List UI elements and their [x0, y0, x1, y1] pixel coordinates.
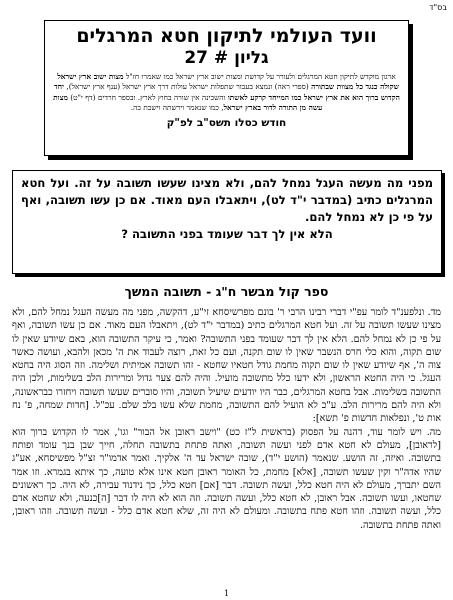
paragraph-45: מה. ויש לומר עוד, דהנה על הפסוק (בראשית ל"ז כט) "וישב ראובן אל הבור" וגו', אמר לו הקדוש ברוך הוא [לראובן], מעולם לא חטא אדם לפני ועשה תשובה, ואתה פתחת בתשובה תחלה, חייך שבן בנך עומד ופותח בתשובה. ואיזה, זה הושע. שנאמר (הושע י"ד), שובה ישראל עד ה' אלקיך. ואמר אדמו"ר זצ"ל מפשיסחא, אע"ג שהיו אדה"ר וקין שעשו תשובה, [אלא] מחמת, כל האומר ראובן חטא אינו אלא טועה, כך איתא בגמרא. וזו אמר השם יתברך, מעולם לא היה חטא כלל, ועשה תשובה. דבר [אם] חטא כלל, כך נידנוד עבירה, לא היה. כך ראשונים שחטאו, ועשו תשובה. אבל ראובן, לא חטא כלל, ועשה תשובה. וזה הוא לא היה לו דבר [ה]כנעה, ולא שחטא אדם כלל, ועשה תשובה. וזהו חטא פתח בתשובה. ומעולם לא היה זה, שלא חטא אדם כלל - ועשה תשובה. וזהו ראובן, ואתה פתחת בתשובה. [12, 426, 441, 531]
page-number: 1 [223, 589, 230, 598]
desc-part-3: והשכינה אין שורה בחוץ לארץ. ובספר חרדים (דף י"ט) [70, 92, 226, 102]
desc-part-1: ארגון מוקדש לתיקון חטא המרגלים ולעורר על קדושת ומצות ישוב ארץ ישראל כמו שאמרו חז"ל [125, 72, 396, 81]
issue-number [51, 47, 402, 69]
section-heading: ספר קול מבשר ח"ג - תשובה המשך [124, 284, 329, 299]
organization-description [51, 72, 402, 114]
question-box [12, 170, 442, 274]
desc-part-4: , כמו שנאמר וירשתה וישבת בה. [130, 103, 224, 113]
newsletter-title: וועד העולמי לתיקון חטא המרגלים [76, 25, 377, 47]
question-text: מפני מה מעשה העגל נמחל להם, ולא מצינו שעשו תשובה על זה. ועל חטא המרגלים כתיב (במדבר י"ד לט), ויתאבלו העם מאוד. אם כן עשו תשובה, ואף על פי כן לא נמחל להם. [21, 176, 433, 224]
header-box [44, 20, 409, 156]
desc-bold-1: מצות ישוב ארץ ישראל שקולה כנגד כל מצוות שבתורה [57, 72, 399, 92]
issue-date: חודש כסלו תשס"ב לפ"ק [166, 116, 287, 129]
article-body [12, 306, 441, 532]
desc-bold-3: מצות עשה מן התורה לדור בארץ ישראל [53, 92, 323, 113]
desc-bold-2: יחד הקדוש ברוך הוא את ארץ ישראל כמו המייחד קרקע לאשתו [54, 82, 400, 102]
issue-label: גליון # 27 [184, 48, 269, 68]
paragraph-44: מד. ונלפענ"ד לומר עפ"י דברי רבינו הרבי ר' בונם מפרשיסחא זי"ע, דהקשה, מפני מה מעשה העגל נמחל להם, ולא מצינו שעשו תשובה על זה. ועל חטא המרגלים כתיב (במדבר י"ד לט), ויתאבלו העם מאוד. אם כן עשו תשובה, ואף על פי כן לא נמחל להם. הלא אין לך דבר שעומד בפני התשובה? ואמר, כי עיקר התשובה הוא, באם שיודע שאין לו שום תקוה, והוא כלי חרס הנשבר שאין לו שום תקנה, ועם כל זאת, רוצה לעבוד את ה' מכאן ולהבא, ועושה כאשר צוה ה', אף שיודע שאין לו שום תקוה מחמת גודל חטאיו שחטא - זהו תשובה אמיתית ושלימה. וזה הסוג היה בחטא העגל. כי היה החטא הראשון, ולא ידעו כלל מתשובה מועיל. והיה להם צער גדול ומרירות הלב בשלימות, ולכן היה התשובה בשלימות. אבל בחטא המרגלים, כבר היו יודעים שיעיל תשובה, והיו סוברים שעשו תשובה ויחזרו כבראשונה, ולא היה להם מרירות הלב. ע"כ לא הועיל להם התשובה, מחמת שלא עשו בלב שלם. עכ"ל. [חדות שמחה, פ' נח אות ט', ונפלאות חדשות פ' תשא]: [12, 307, 441, 425]
corner-mark: בס"ד [429, 3, 447, 12]
desc-part-2: (ספרי ראה) ונמצא בעבור שתפלות ישראל עולות דרך ארץ ישראל (ענף ארץ ישראל), [66, 82, 309, 92]
question-closing: הלא אין לך דבר שעומד בפני התשובה ? [121, 227, 333, 241]
